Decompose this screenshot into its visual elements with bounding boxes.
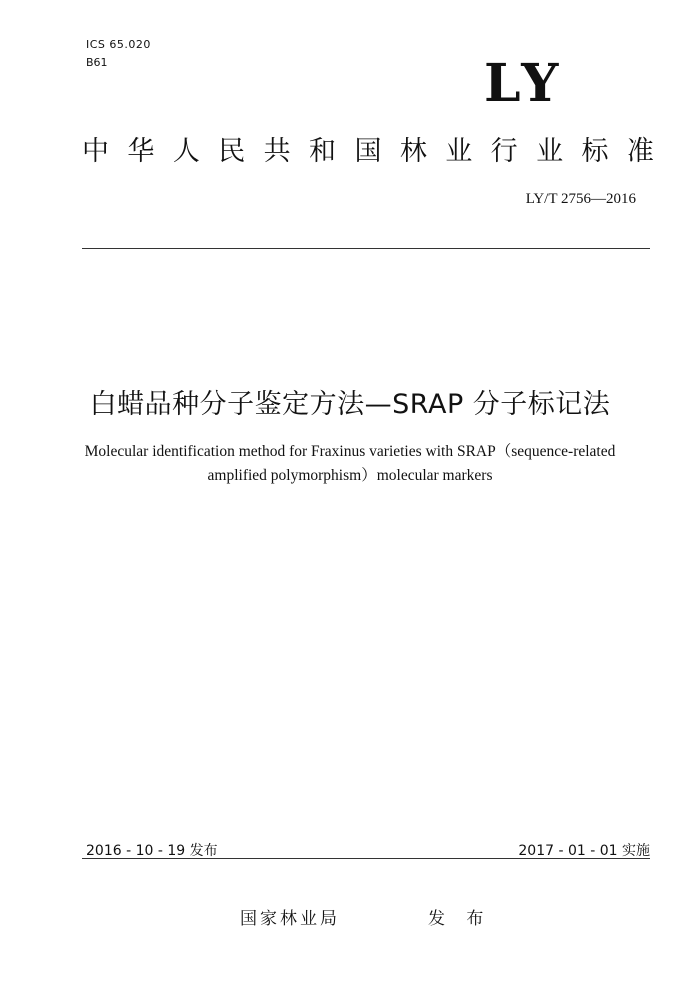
english-title-line: Molecular identification method for Fraxinus varieties with SRAP（sequence-related — [84, 443, 616, 460]
standard-type-title — [82, 138, 654, 165]
standard-type-char: 民 — [218, 136, 246, 167]
standard-type-char: 标 — [581, 136, 609, 167]
standard-number: LY/T 2756—2016 — [525, 191, 636, 207]
header-divider — [82, 248, 650, 249]
standard-type-char: 人 — [172, 136, 200, 167]
standard-type-char: 准 — [626, 136, 654, 167]
issuing-authority: 国家林业局 — [240, 909, 340, 929]
standard-type-char: 业 — [445, 136, 473, 167]
standard-type-char: 中 — [82, 136, 109, 167]
footer-divider — [82, 858, 650, 859]
standard-type-char: 业 — [536, 136, 564, 167]
implementation-date: 2017 - 01 - 01 实施 — [518, 843, 650, 859]
issue-label: 发 布 — [428, 909, 492, 929]
chinese-title: 白蜡品种分子鉴定方法—SRAP 分子标记法 — [89, 389, 611, 420]
ics-code: ICS 65.020 — [86, 38, 151, 51]
standard-type-char: 行 — [490, 136, 518, 167]
english-title-line: amplified polymorphism）molecular markers — [207, 467, 493, 484]
issue-date: 2016 - 10 - 19 发布 — [86, 843, 218, 859]
standard-type-char: 华 — [127, 136, 155, 167]
standard-type-char: 和 — [309, 136, 337, 167]
standard-type-char: 国 — [354, 136, 382, 167]
standard-type-char: 共 — [263, 136, 291, 167]
standard-type-char: 林 — [399, 136, 427, 167]
standard-logo: LY — [484, 53, 563, 114]
english-title — [50, 440, 650, 488]
classification-code: B61 — [86, 56, 108, 69]
